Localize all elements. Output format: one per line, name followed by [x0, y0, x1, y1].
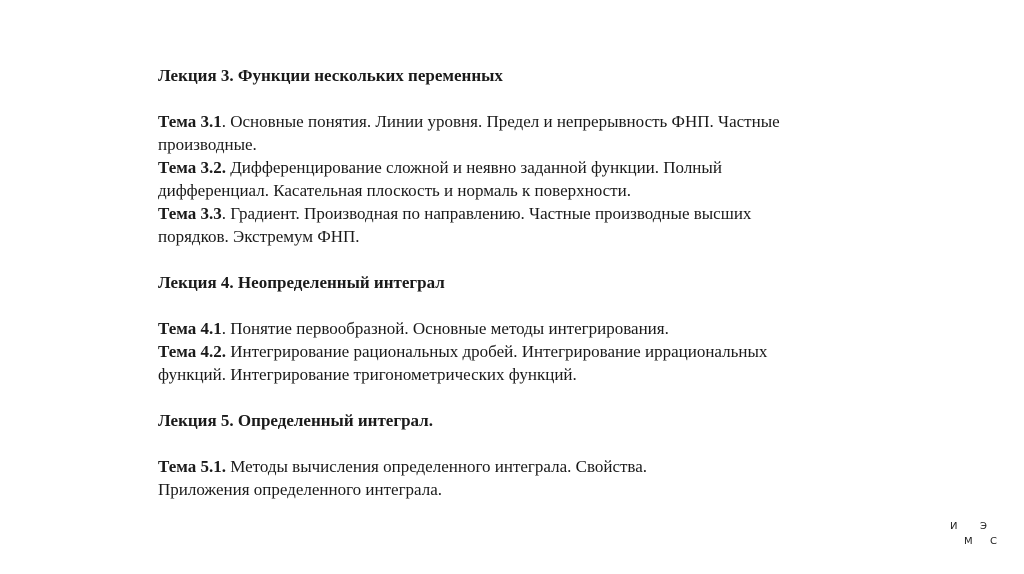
topic-label: Тема 4.1 — [158, 319, 222, 338]
lecture-3-title: Лекция 3. Функции нескольких переменных — [158, 66, 503, 85]
topic-label: Тема 3.1 — [158, 112, 222, 131]
lecture-4-title: Лекция 4. Неопределенный интеграл — [158, 273, 445, 292]
topic-text: Интегрирование рациональных дробей. Интегрирование иррациональных — [225, 342, 768, 361]
slide-content — [158, 64, 878, 501]
logo-letter: С — [990, 536, 997, 547]
topic-line — [158, 133, 878, 156]
topic-line — [158, 179, 878, 202]
logo-letter: М — [964, 536, 973, 547]
topic-line — [158, 317, 878, 340]
topic-line — [158, 225, 878, 248]
topic-text: . Основные понятия. Линии уровня. Предел и непрерывность ФНП. Частные — [221, 112, 780, 131]
topic-text: дифференциал. Касательная плоскость и нормаль к поверхности. — [158, 181, 631, 200]
topic-line — [158, 455, 878, 478]
topic-text: функций. Интегрирование тригонометрических функций. — [158, 365, 577, 384]
topic-line — [158, 110, 878, 133]
lecture-5-title: Лекция 5. Определенный интеграл. — [158, 411, 433, 430]
topic-line — [158, 363, 878, 386]
topic-label: Тема 3.2. — [158, 158, 226, 177]
institute-logo — [950, 521, 1002, 555]
topic-line — [158, 340, 878, 363]
spacer — [158, 248, 878, 271]
topic-label: Тема 4.2. — [158, 342, 226, 361]
topic-text: производные. — [158, 135, 257, 154]
topic-line — [158, 156, 878, 179]
spacer — [158, 386, 878, 409]
topic-text: . Понятие первообразной. Основные методы интегрирования. — [221, 319, 669, 338]
spacer — [158, 87, 878, 110]
logo-letter: Э — [980, 521, 987, 532]
logo-letter: И — [950, 521, 958, 532]
spacer — [158, 294, 878, 317]
topic-text: Приложения определенного интеграла. — [158, 480, 443, 499]
topic-text: Дифференцирование сложной и неявно заданной функции. Полный — [225, 158, 722, 177]
topic-text: . Градиент. Производная по направлению. Частные производные высших — [221, 204, 752, 223]
topic-line — [158, 202, 878, 225]
topic-line — [158, 478, 878, 501]
topic-text: Методы вычисления определенного интеграла. Свойства. — [225, 457, 648, 476]
topic-label: Тема 3.3 — [158, 204, 222, 223]
topic-text: порядков. Экстремум ФНП. — [158, 227, 360, 246]
topic-label: Тема 5.1. — [158, 457, 226, 476]
spacer — [158, 432, 878, 455]
